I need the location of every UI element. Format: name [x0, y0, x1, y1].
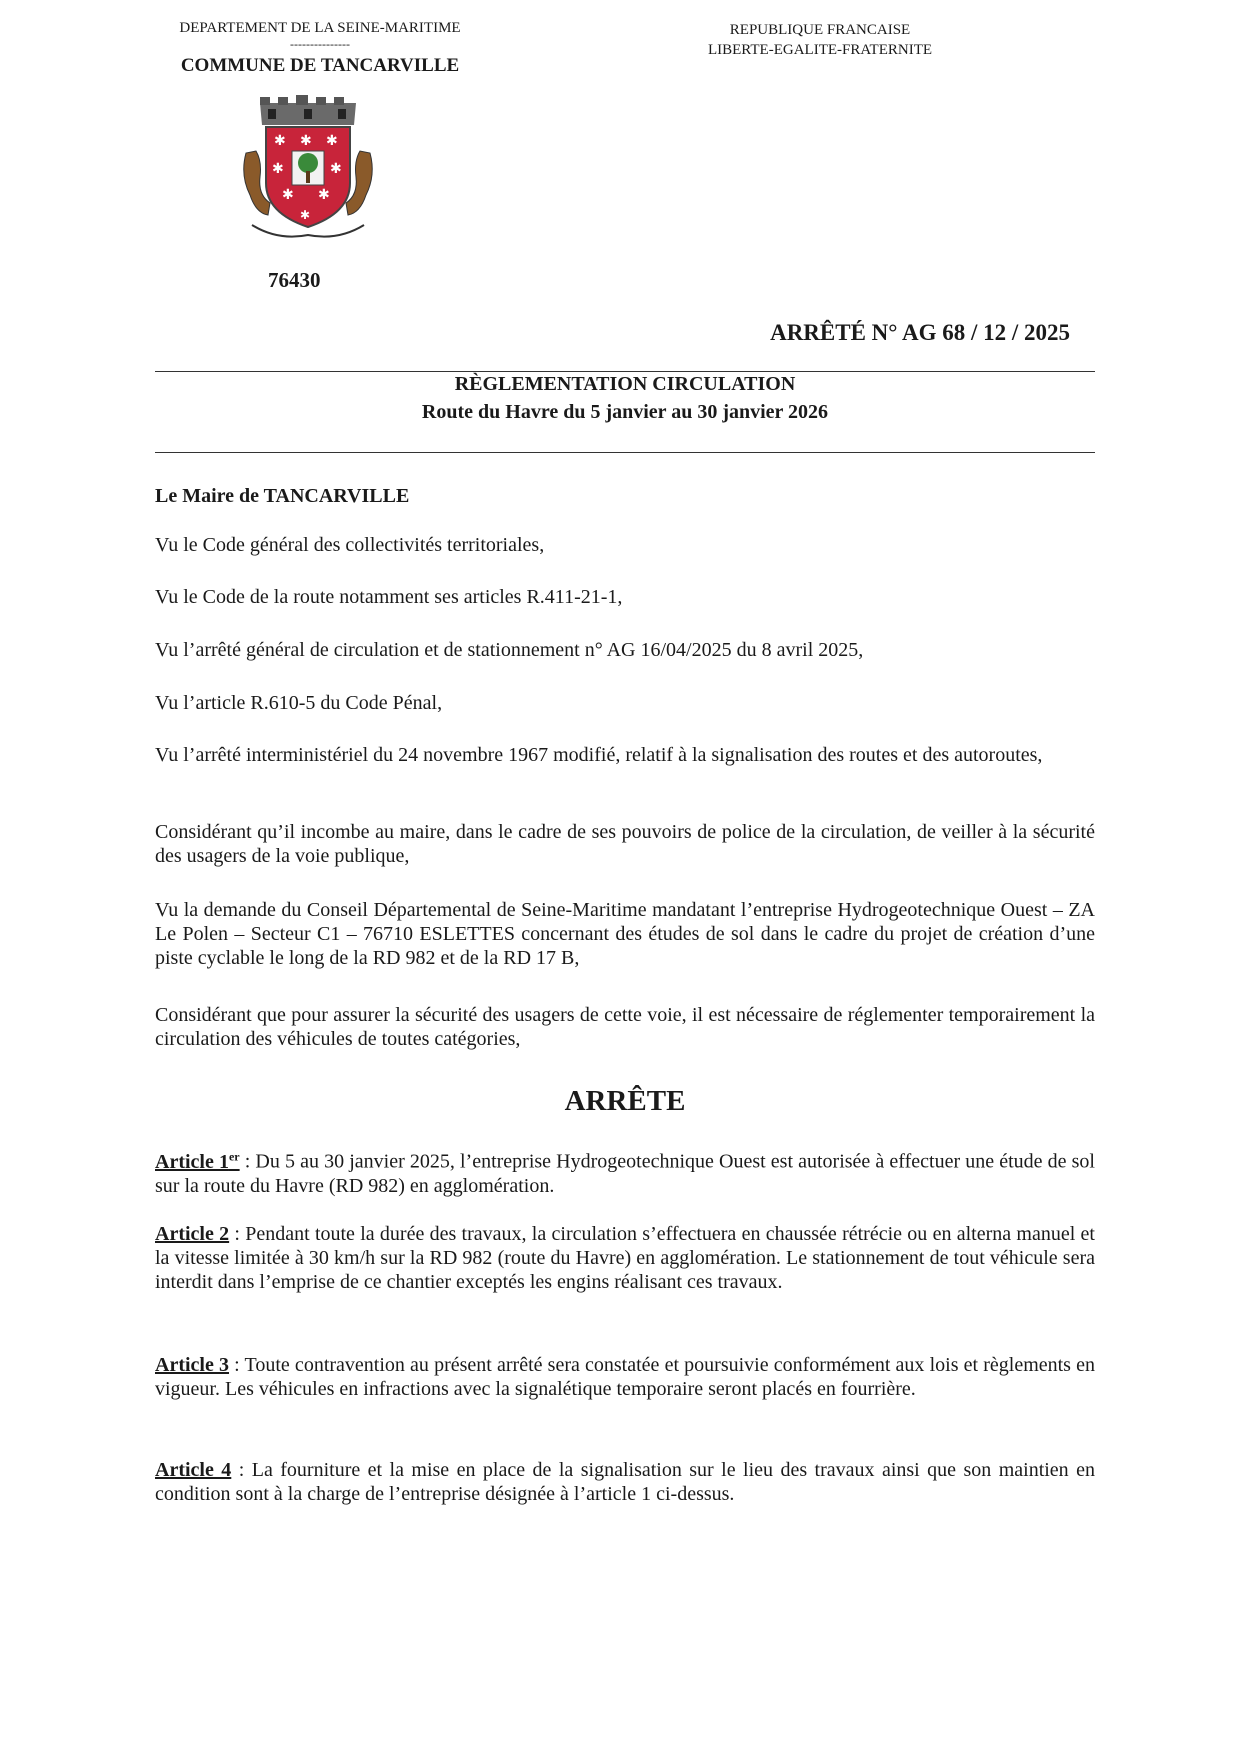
article-1-text: : Du 5 au 30 janvier 2025, l’entreprise Hydrogeotechnique Ouest est autorisée à effectuer une étude de sol sur la route du Havre (RD 982) en agglomération. [155, 1150, 1095, 1197]
bottom-rule [155, 452, 1095, 453]
article-2-label: Article 2 [155, 1223, 230, 1245]
department-name: DEPARTEMENT DE LA SEINE-MARITIME [179, 20, 461, 36]
republic-motto: LIBERTE-EGALITE-FRATERNITE [707, 42, 933, 58]
consideration-2: Vu le Code de la route notamment ses articles R.411-21-1, [155, 586, 623, 608]
article-1 [155, 1144, 1095, 1198]
article-1-label: Article 1er [155, 1149, 240, 1173]
svg-text:✱: ✱ [330, 161, 342, 177]
decree-subject [155, 370, 1095, 426]
header-right [680, 20, 960, 60]
postal-code: 76430 [268, 268, 321, 292]
svg-text:✱: ✱ [274, 133, 286, 149]
consideration-1: Vu le Code général des collectivités territoriales, [155, 534, 545, 556]
decree-title: ARRÊTE [564, 1085, 686, 1117]
commune-name: COMMUNE DE TANCARVILLE [180, 55, 460, 76]
republic-name: REPUBLIQUE FRANCAISE [729, 22, 911, 38]
consideration-7: Vu la demande du Conseil Départemental de Seine-Maritime mandatant l’entreprise Hydrogeotechnique Ouest – ZA Le Polen – Secteur C1 – 76710 ESLETTES concernant des études de sol dans le cadre du projet de création d’une piste cyclable le long de la RD 982 et de la RD 17 B, [155, 899, 1095, 969]
article-2 [155, 1222, 1095, 1294]
coat-of-arms-icon [238, 95, 378, 245]
article-4-text: : La fourniture et la mise en place de la signalisation sur le lieu des travaux ainsi que son maintien en condition sont à la charge de l’entreprise désignée à l’article 1 ci-dessus. [155, 1459, 1095, 1505]
consideration-4: Vu l’article R.610-5 du Code Pénal, [155, 692, 443, 714]
svg-text:✱: ✱ [326, 133, 338, 149]
article-4 [155, 1458, 1095, 1506]
article-3 [155, 1353, 1095, 1401]
decree-number: ARRÊTÉ N° AG 68 / 12 / 2025 [770, 320, 1070, 345]
consideration-3: Vu l’arrêté général de circulation et de stationnement n° AG 16/04/2025 du 8 avril 2025, [155, 639, 864, 661]
article-3-label: Article 3 [155, 1354, 230, 1376]
svg-text:✱: ✱ [300, 208, 311, 222]
svg-text:✱: ✱ [300, 133, 312, 149]
svg-text:✱: ✱ [282, 187, 294, 203]
article-2-text: : Pendant toute la durée des travaux, la circulation s’effectuera en chaussée rétrécie ou en alterna manuel et la vitesse limitée à 30 km/h sur la RD 982 (route du Havre) en agglomération. Le stationnement de tout véhicule sera interdit dans l’emprise de ce chantier exceptés les engins réalisant ces travaux. [155, 1223, 1095, 1293]
consideration-5: Vu l’arrêté interministériel du 24 novembre 1967 modifié, relatif à la signalisation des routes et des autoroutes, [155, 744, 1043, 766]
consideration-8: Considérant que pour assurer la sécurité des usagers de cette voie, il est nécessaire de réglementer temporairement la circulation des véhicules de toutes catégories, [155, 1004, 1095, 1050]
svg-text:✱: ✱ [318, 187, 330, 203]
header-left [155, 18, 485, 80]
subject-line-1: RÈGLEMENTATION CIRCULATION [454, 373, 796, 395]
mayor-line: Le Maire de TANCARVILLE [155, 485, 410, 507]
consideration-6: Considérant qu’il incombe au maire, dans le cadre de ses pouvoirs de police de la circulation, de veiller à la sécurité des usagers de la voie publique, [155, 821, 1095, 867]
article-3-text: : Toute contravention au présent arrêté sera constatée et poursuivie conformément aux lois et règlements en vigueur. Les véhicules en infractions avec la signalétique temporaire seront placés en fourrière. [155, 1354, 1095, 1400]
header-separator: --------------- [290, 37, 350, 51]
article-4-label: Article 4 [155, 1459, 232, 1481]
subject-line-2: Route du Havre du 5 janvier au 30 janvier 2026 [421, 401, 829, 423]
svg-text:✱: ✱ [272, 161, 284, 177]
